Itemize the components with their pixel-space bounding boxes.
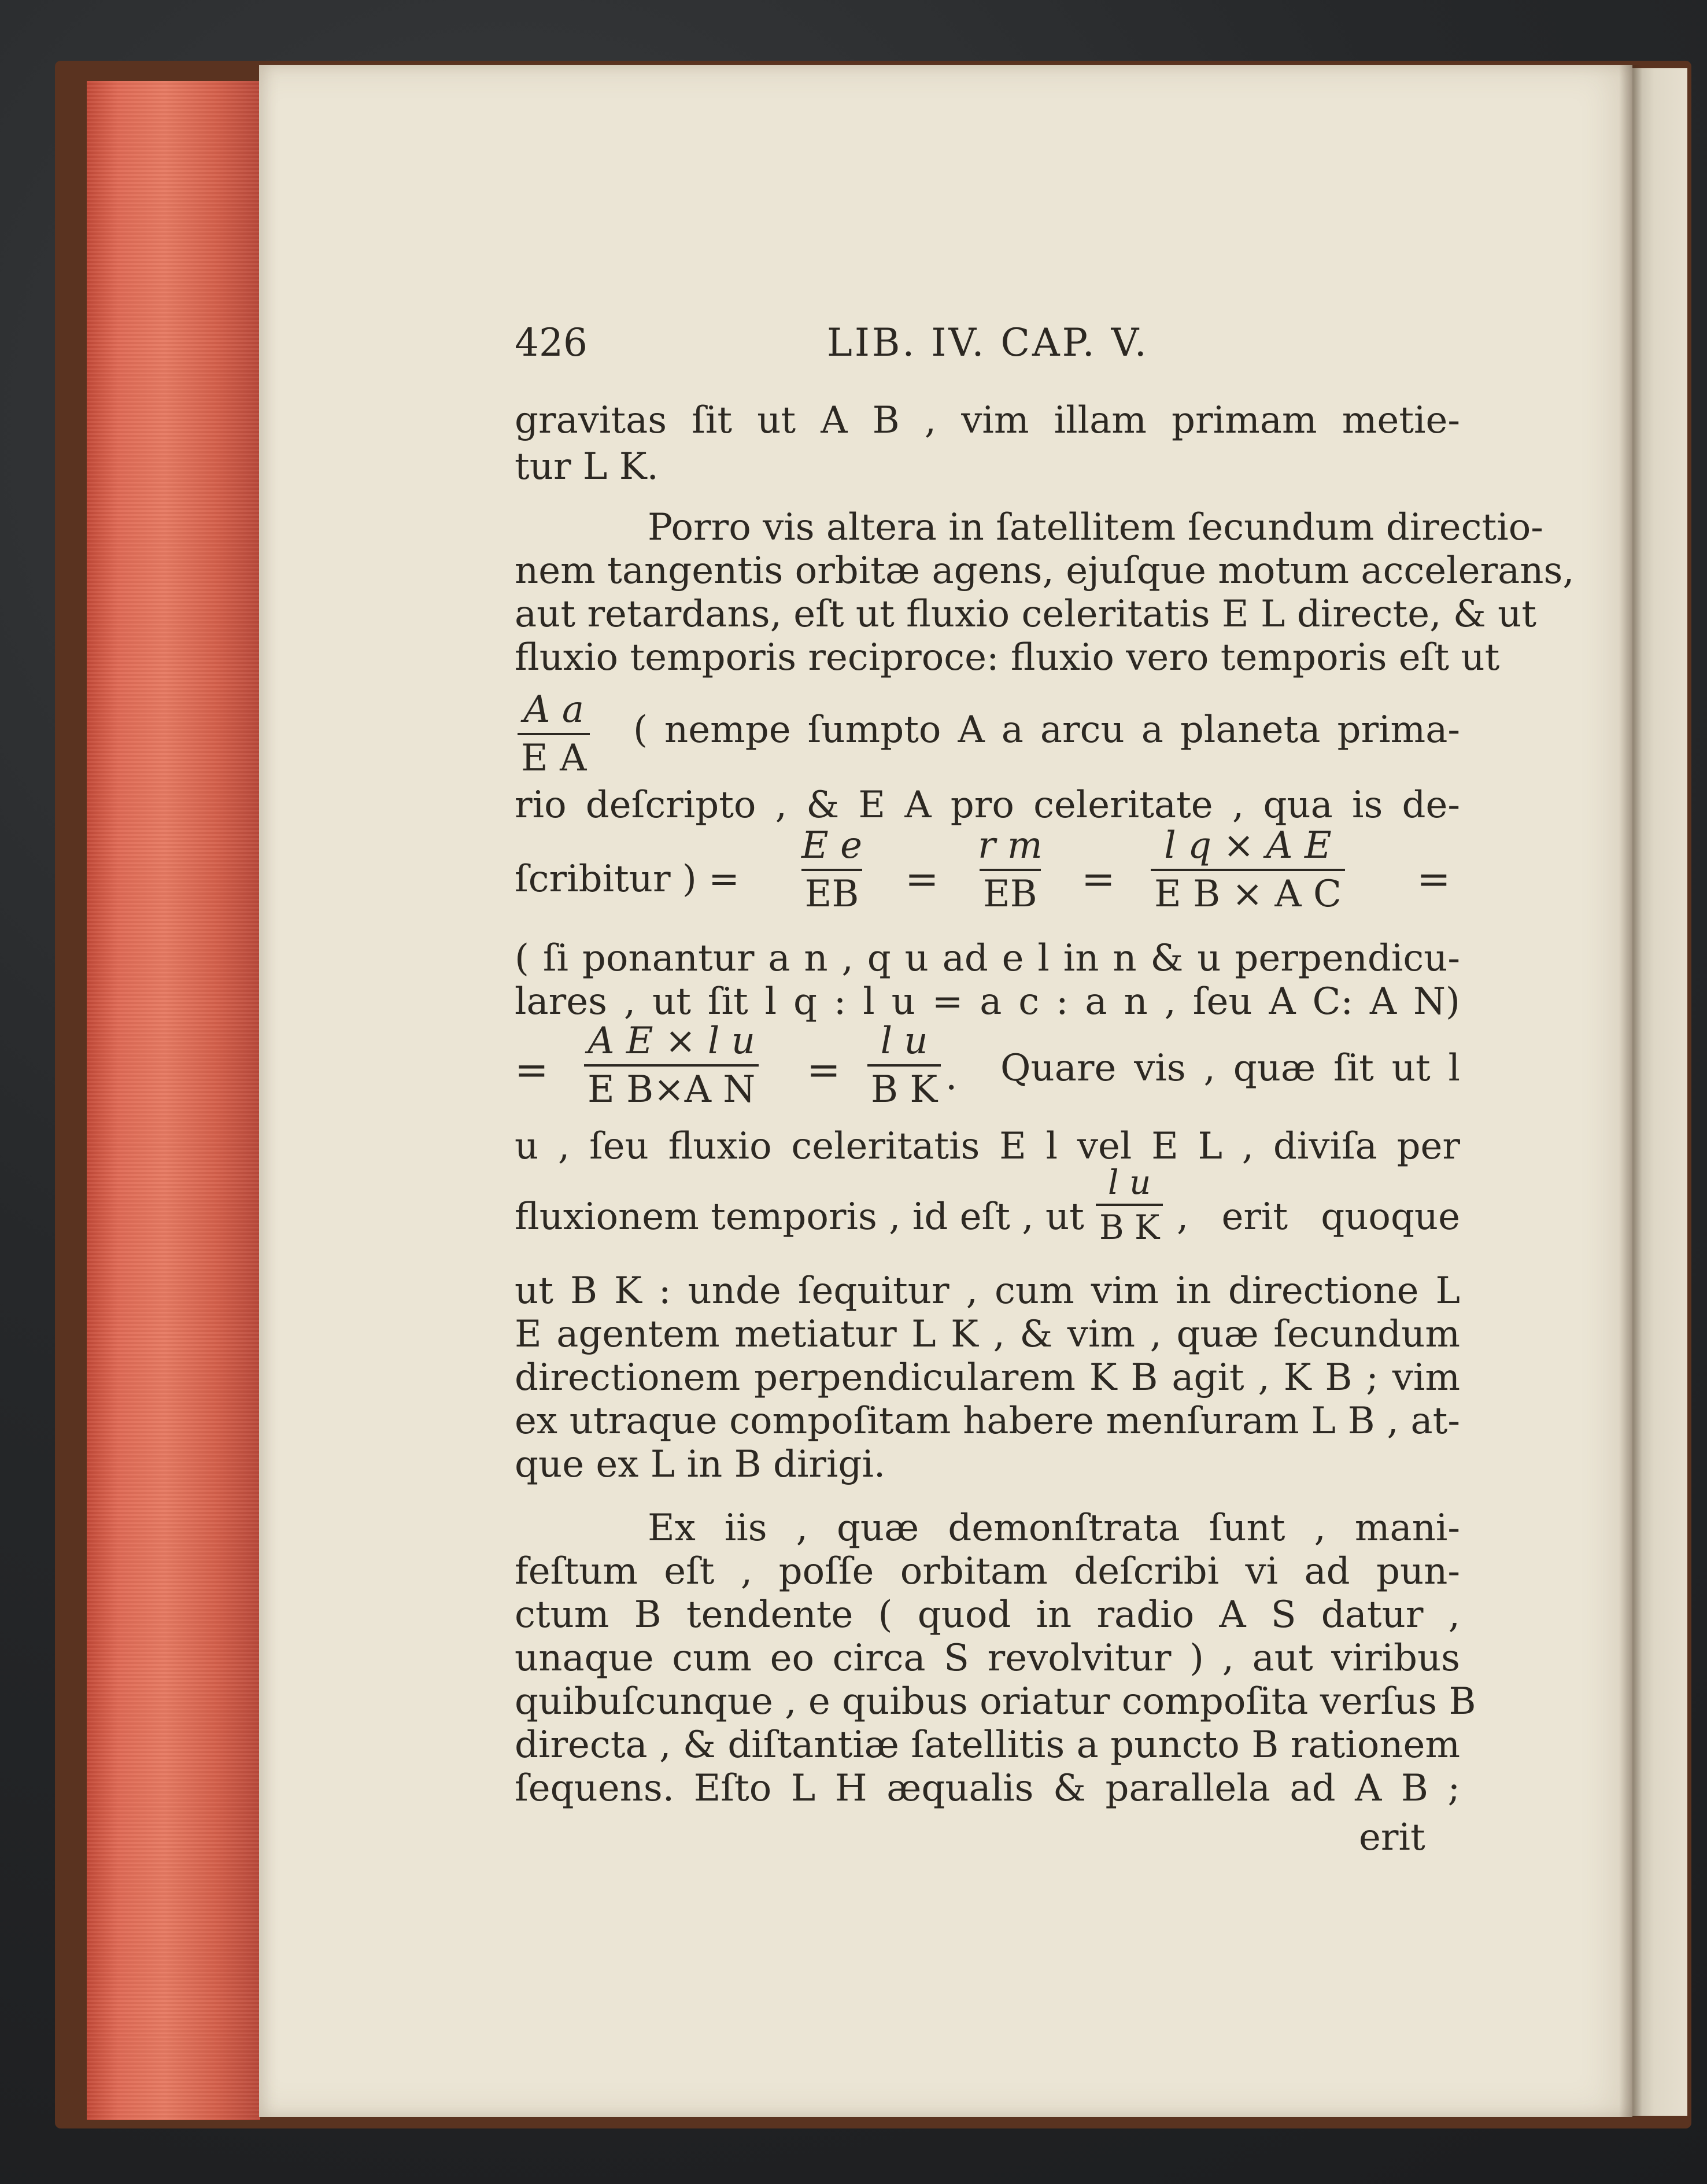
text-line: , erit quoque [1177,1196,1460,1238]
text-line: Quare vis , quæ ſit ut l [1000,1047,1460,1090]
equals-sign: = [515,1046,549,1094]
fraction-denominator: E B × A C [1151,869,1345,913]
equals-sign: = [905,855,939,903]
text-line: ctum B tendente ( quod in radio A S datur , [515,1593,1460,1636]
equals-sign: = [1081,855,1115,903]
fraction-denominator: E A [518,733,590,777]
text-line: Ex iis , quæ demonſtrata ſunt , mani- [648,1507,1460,1550]
fraction-numerator: E e [801,824,862,867]
fraction-denominator: B K [1096,1204,1163,1244]
text-line: Porro vis altera in ſatellitem ſecundum directio- [648,506,1543,549]
text-line: ex utraque compoſitam habere menſuram L B , at- [515,1400,1460,1443]
fraction-Aa-over-EA [518,688,590,780]
text-line: fluxionem temporis , id eſt , ut [515,1196,1084,1238]
fraction-numerator: l u [880,1020,928,1063]
text-line: lares , ut ſit l q : l u = a c : a n , ſeu A C: A N) [515,980,1460,1023]
text-line: tur L K. [515,445,659,488]
text-line: u , ſeu fluxio celeritatis E l vel E L , diviſa per [515,1125,1460,1168]
fraction-lu-over-BK [867,1020,941,1111]
fraction-AElu-over-EBAN [584,1020,759,1111]
text-line: E agentem metiatur L K , & vim , quæ ſecundum [515,1313,1460,1356]
text-line: ( ſi ponantur a n , q u ad e l in n & u perpendicu- [515,937,1460,980]
text-line: ſequens. Eſto L H æqualis & parallela ad A B ; [515,1767,1460,1810]
text-line: que ex L in B dirigi. [515,1443,886,1486]
fraction-rm-over-EB [974,824,1046,916]
fraction-lqAE-over-EBAC [1151,824,1345,916]
fraction-Ee-over-EB [798,824,866,916]
text-line: quibuſcunque , e quibus oriatur compoſita verſus B [515,1680,1476,1723]
text-line: directionem perpendicularem K B agit , K B ; vim [515,1356,1460,1399]
page-number: 426 [515,320,588,365]
text-line: fluxio temporis reciproce: fluxio vero temporis eſt ut [515,636,1500,679]
text-line: rio deſcripto , & E A pro celeritate , qua is de- [515,784,1460,827]
fraction-numerator: A a [523,688,584,731]
period: . [945,1056,958,1098]
fraction-lu-over-BK [1096,1163,1163,1247]
text-line: ut B K : unde ſequitur , cum vim in directione L [515,1270,1460,1312]
text-line: ( nempe ſumpto A a arcu a planeta prima- [633,709,1460,751]
text-line: nem tangentis orbitæ agens, ejuſque motum accelerans, [515,549,1575,592]
running-head: LIB. IV. CAP. V. [827,320,1149,365]
fraction-numerator: r m [978,824,1043,867]
fraction-numerator: l u [1108,1163,1151,1202]
fraction-numerator: A E × l u [588,1020,755,1063]
text-line: feſtum eſt , poſſe orbitam deſcribi vi ad pun- [515,1550,1460,1593]
text-line: aut retardans, eſt ut fluxio celeritatis E L directe, & ut [515,593,1537,636]
catchword: erit [1359,1816,1425,1859]
fraction-denominator: EB [980,869,1041,913]
text-line: gravitas ſit ut A B , vim illam primam metie- [515,399,1460,442]
fraction-denominator: E B×A N [584,1064,759,1108]
fraction-denominator: EB [801,869,863,913]
equals-sign: = [1417,855,1451,903]
fraction-numerator: l q × A E [1164,824,1332,867]
text-line: directa , & diſtantiæ ſatellitis a puncto B rationem [515,1724,1460,1766]
equals-sign: = [807,1046,841,1094]
text-line: ſcribitur ) = [515,858,740,901]
fraction-denominator: B K [867,1064,941,1108]
text-line: unaque cum eo circa S revolvitur ) , aut viribus [515,1637,1460,1680]
